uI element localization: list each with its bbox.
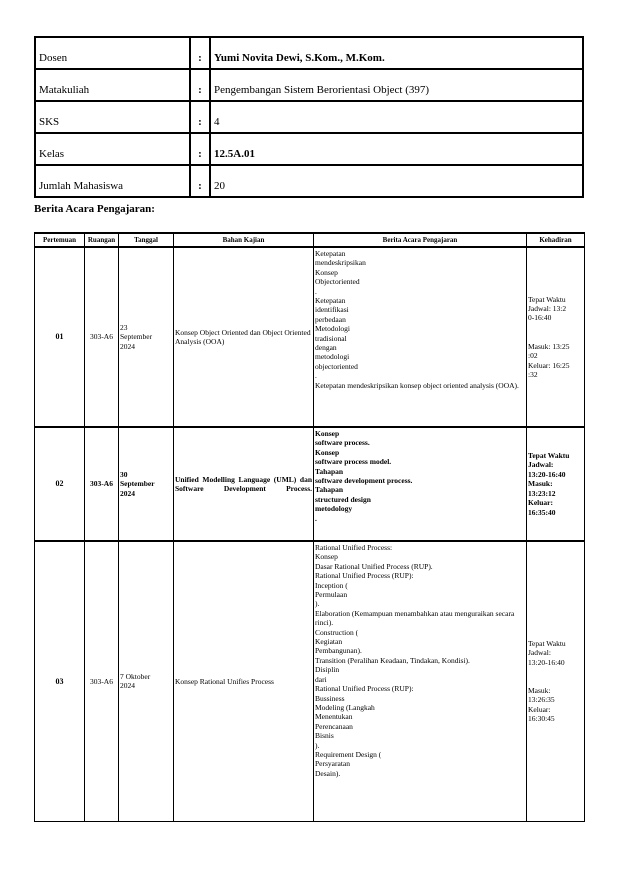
kehadiran-keluar: 16:30:45 [528, 714, 555, 724]
berita-line: Konsep [315, 267, 338, 277]
berita-line: objectoriented [315, 361, 358, 371]
berita-line: Inception ( [315, 580, 348, 590]
berita-line: Construction ( [315, 627, 359, 637]
berita-line: . [315, 371, 317, 381]
berita-line: Rational Unified Process (RUP): [315, 684, 414, 694]
sks-value: 4 [210, 101, 583, 133]
kehadiran-masuk: Masuk: [528, 686, 551, 696]
berita-line: . [315, 513, 317, 523]
berita-line: Metodologi [315, 324, 350, 334]
berita-line: Kegiatan [315, 637, 343, 647]
colon: : [190, 133, 210, 165]
tanggal-line: September [120, 332, 153, 342]
berita-line: Requirement Design ( [315, 749, 382, 759]
tanggal-cell [119, 427, 174, 541]
berita-line: Disiplin [315, 665, 340, 675]
berita-line: Dasar Rational Unified Process (RUP). [315, 561, 433, 571]
header-tanggal: Tanggal [119, 233, 174, 247]
berita-line: software process. [315, 438, 370, 448]
berita-line: Tahapan [315, 466, 344, 476]
header-bahan-kajian: Bahan Kajian [174, 233, 314, 247]
table-row [35, 427, 585, 541]
berita-line: metodologi [315, 352, 350, 362]
colon: : [190, 101, 210, 133]
dosen-label: Dosen [35, 37, 190, 69]
pertemuan-cell: 03 [35, 541, 85, 821]
berita-line: Ketepatan mendeskripsikan konsep object oriented analysis (OOA). [315, 380, 519, 390]
kehadiran-jadwal: Jadwal: [528, 460, 554, 470]
colon: : [190, 165, 210, 197]
kehadiran-masuk: :02 [528, 351, 538, 361]
berita-line: software development process. [315, 476, 413, 486]
berita-line: ). [315, 599, 320, 609]
course-info-table [34, 36, 584, 198]
berita-line: Tahapan [315, 485, 344, 495]
tanggal-line: 2024 [120, 681, 135, 691]
kehadiran-keluar: 16:35:40 [528, 507, 556, 517]
kehadiran-keluar: Keluar: 16:25 [528, 360, 570, 370]
bahan-kajian-cell: Unified Modelling Language (UML) dan Software Development Process. [174, 427, 314, 541]
kehadiran-jadwal: 0-16:40 [528, 313, 552, 323]
jumlah-label: Jumlah Mahasiswa [35, 165, 190, 197]
kehadiran-keluar: :32 [528, 370, 538, 380]
berita-line: Konsep [315, 429, 340, 438]
table-row [35, 247, 585, 427]
berita-line: perbedaan [315, 314, 346, 324]
berita-line: identifikasi [315, 305, 349, 315]
kehadiran-masuk: 13:23:12 [528, 488, 556, 498]
kehadiran-keluar: Keluar: [528, 498, 553, 508]
berita-acara-table [34, 232, 585, 822]
matakuliah-label: Matakuliah [35, 69, 190, 101]
berita-acara-cell [314, 427, 527, 541]
kehadiran-cell [527, 247, 585, 427]
kehadiran-cell [527, 427, 585, 541]
kehadiran-keluar: Keluar: [528, 704, 551, 714]
matakuliah-value: Pengembangan Sistem Berorientasi Object (397) [210, 69, 583, 101]
berita-line: Perencanaan [315, 721, 353, 731]
spacer [528, 667, 583, 686]
berita-line: . [315, 286, 317, 296]
berita-line: Pembangunan). [315, 646, 362, 656]
berita-line: software process model. [315, 457, 392, 467]
header-kehadiran: Kehadiran [527, 233, 585, 247]
pertemuan-cell: 01 [35, 247, 85, 427]
tanggal-line: 2024 [120, 488, 135, 498]
tanggal-line: 30 [120, 469, 128, 479]
kehadiran-status: Tepat Waktu [528, 638, 566, 648]
kehadiran-jadwal: Jadwal: 13:2 [528, 303, 567, 313]
header-ruangan: Ruangan [85, 233, 119, 247]
berita-line: Persyaratan [315, 759, 350, 769]
berita-line: dari [315, 674, 327, 684]
ruangan-cell: 303-A6 [85, 247, 119, 427]
kehadiran-masuk: Masuk: [528, 479, 553, 489]
header-berita-acara: Berita Acara Pengajaran [314, 233, 527, 247]
berita-line: Rational Unified Process (RUP): [315, 571, 414, 581]
berita-line: Bisnis [315, 731, 334, 741]
colon: : [190, 69, 210, 101]
kelas-value: 12.5A.01 [210, 133, 583, 165]
kehadiran-jadwal: Jadwal: [528, 648, 551, 658]
berita-line: Modeling (Langkah [315, 702, 375, 712]
kehadiran-masuk: 13:26:35 [528, 695, 555, 705]
berita-acara-cell [314, 541, 527, 821]
tanggal-line: 7 Oktober [120, 671, 151, 681]
berita-line: metodology [315, 504, 353, 514]
tanggal-line: 2024 [120, 341, 135, 351]
spacer [528, 323, 583, 342]
kehadiran-jadwal: 13:20-16:40 [528, 657, 565, 667]
section-title: Berita Acara Pengajaran: [34, 203, 155, 215]
berita-line: Menentukan [315, 712, 353, 722]
info-row-jumlah [35, 165, 583, 197]
table-header-row [35, 233, 585, 247]
tanggal-line: September [120, 479, 155, 489]
pertemuan-cell: 02 [35, 427, 85, 541]
tanggal-line: 23 [120, 322, 128, 332]
berita-line: Konsep [315, 552, 338, 562]
header-pertemuan: Pertemuan [35, 233, 85, 247]
kelas-label: Kelas [35, 133, 190, 165]
ruangan-cell: 303-A6 [85, 427, 119, 541]
berita-line: mendeskripsikan [315, 258, 366, 268]
berita-line: structured design [315, 494, 371, 504]
kehadiran-cell [527, 541, 585, 821]
berita-line: Rational Unified Process: [315, 543, 393, 552]
berita-line: Ketepatan [315, 249, 346, 258]
berita-line: Permulaan [315, 590, 348, 600]
kehadiran-status: Tepat Waktu [528, 451, 570, 461]
info-row-dosen [35, 37, 583, 69]
bahan-kajian-cell: Konsep Rational Unifies Process [174, 541, 314, 821]
ruangan-cell: 303-A6 [85, 541, 119, 821]
info-row-matakuliah [35, 69, 583, 101]
tanggal-cell [119, 247, 174, 427]
info-row-kelas [35, 133, 583, 165]
jumlah-value: 20 [210, 165, 583, 197]
kehadiran-jadwal: 13:20-16:40 [528, 469, 566, 479]
berita-line: tradisional [315, 333, 347, 343]
berita-acara-cell [314, 247, 527, 427]
dosen-value: Yumi Novita Dewi, S.Kom., M.Kom. [210, 37, 583, 69]
bahan-kajian-cell: Konsep Object Oriented dan Object Oriented Analysis (OOA) [174, 247, 314, 427]
berita-line: Objectoriented [315, 277, 360, 287]
tanggal-cell [119, 541, 174, 821]
berita-line: Transition (Peralihan Keadaan, Tindakan, Kondisi). [315, 655, 470, 665]
berita-line: Elaboration (Kemampuan menambahkan atau menguraikan secara rinci). [315, 608, 515, 628]
berita-line: ). [315, 740, 320, 750]
info-row-sks [35, 101, 583, 133]
colon: : [190, 37, 210, 69]
berita-line: Bussiness [315, 693, 345, 703]
berita-line: Desain). [315, 768, 341, 778]
table-row [35, 541, 585, 821]
berita-line: dengan [315, 343, 337, 353]
sks-label: SKS [35, 101, 190, 133]
berita-line: Ketepatan [315, 296, 346, 306]
berita-line: Konsep [315, 447, 340, 457]
kehadiran-masuk: Masuk: 13:25 [528, 341, 570, 351]
kehadiran-status: Tepat Waktu [528, 294, 566, 304]
